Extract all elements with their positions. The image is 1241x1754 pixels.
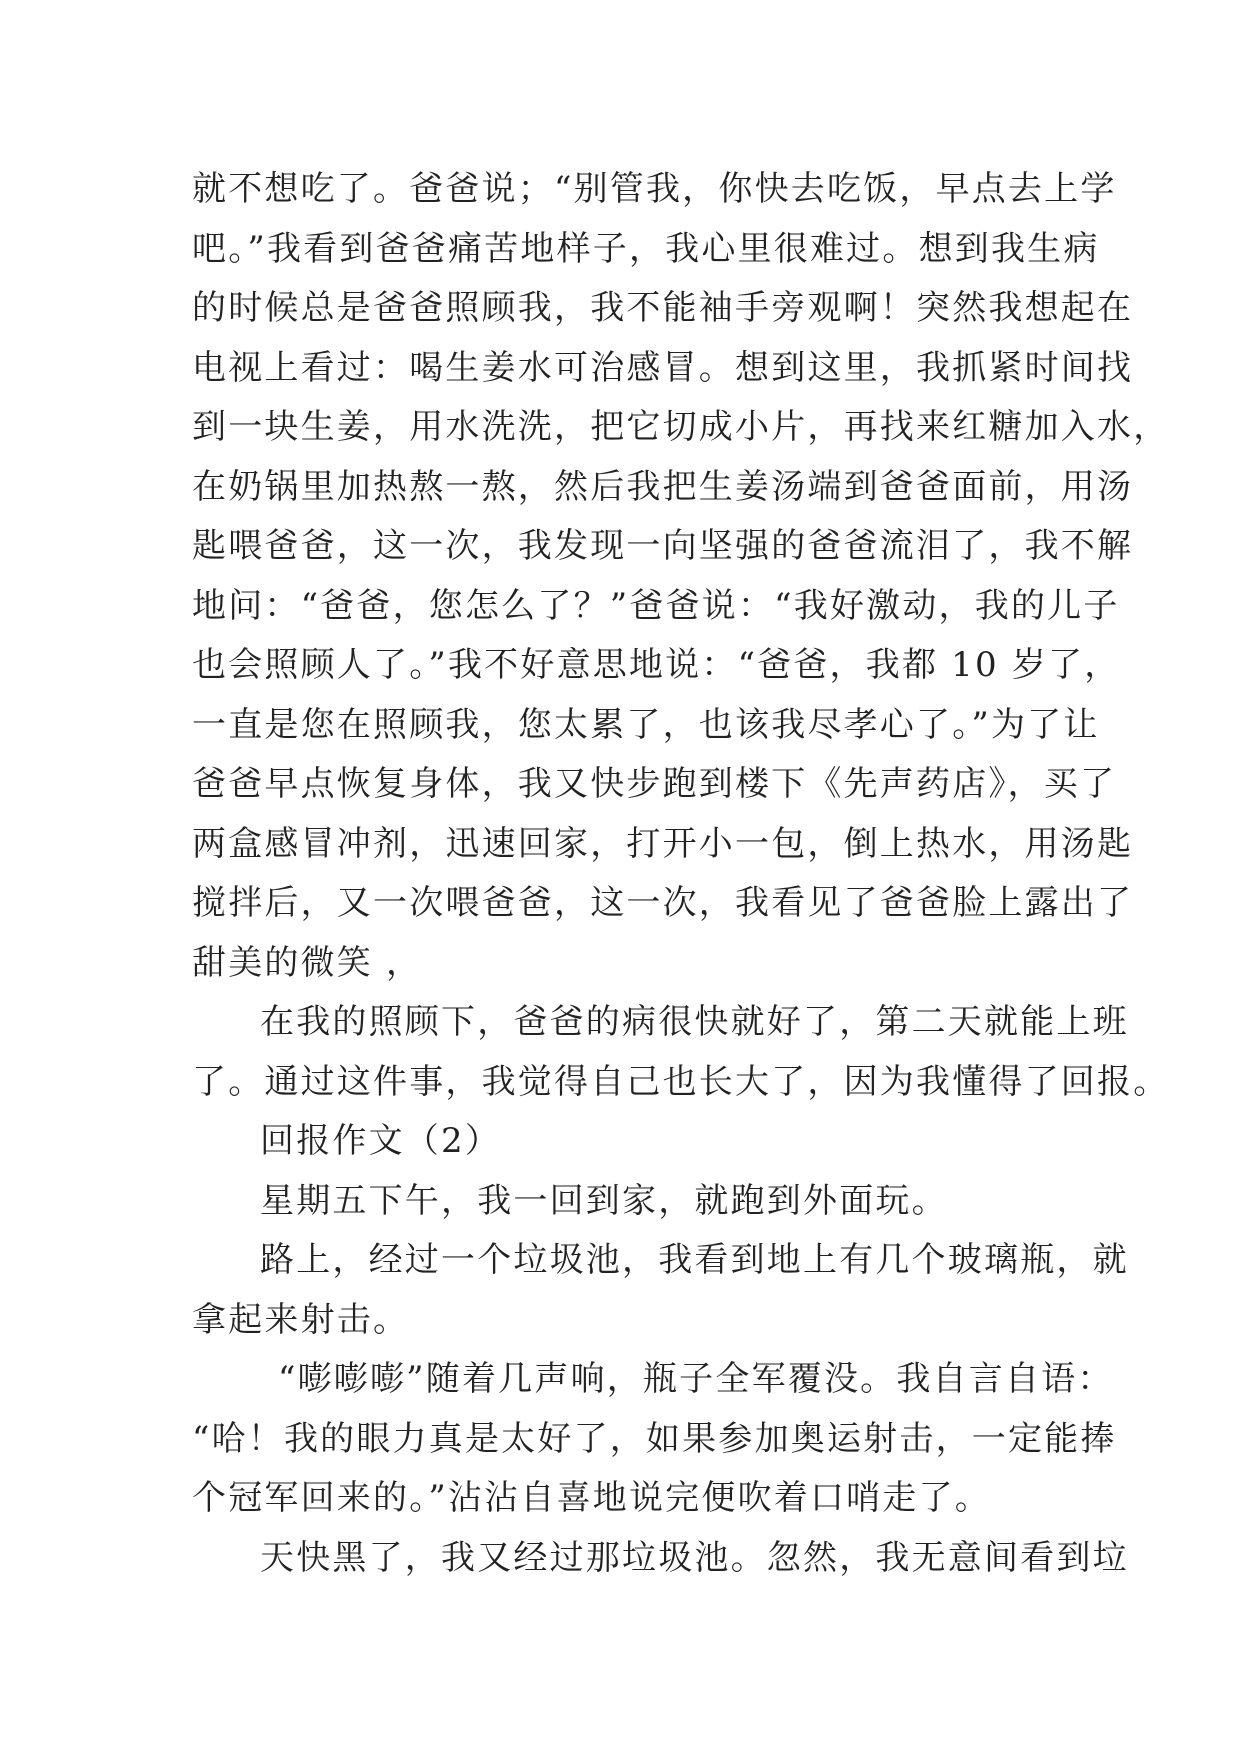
paragraph-start-line: 星期五下午，我一回到家，就跑到外面玩。 — [260, 1180, 948, 1221]
text-line: 也会照顾人了。”我不好意思地说：“爸爸，我都 10 岁了， — [192, 645, 1121, 685]
text-line: 个冠军回来的。”沾沾自喜地说完便吹着口哨走了。 — [192, 1478, 991, 1518]
paragraph-start-line: 在我的照顾下，爸爸的病很快就好了，第二天就能上班 — [260, 1002, 1129, 1042]
text-line: “哈！我的眼力真是太好了，如果参加奥运射击，一定能捧 — [192, 1418, 1117, 1459]
text-line: 的时候总是爸爸照顾我，我不能袖手旁观啊！突然我想起在 — [192, 288, 1134, 328]
text-line: 拿起来射击。 — [192, 1299, 410, 1340]
text-line: 一直是您在照顾我，您太累了，也该我尽孝心了。”为了让 — [192, 704, 1100, 745]
text-line: 爸爸早点恢复身体，我又快步跑到楼下《先声药店》，买了 — [192, 764, 1117, 804]
text-line: 电视上看过：喝生姜水可治感冒。想到这里，我抓紧时间找 — [192, 347, 1134, 388]
paragraph-start-line: 路上，经过一个垃圾池，我看到地上有几个玻璃瓶，就 — [260, 1240, 1129, 1280]
paragraph-start-line: “嘭嘭嘭”随着几声响，瓶子全军覆没。我自言自语： — [278, 1359, 1114, 1399]
text-line: 两盒感冒冲剂，迅速回家，打开小一包，倒上热水，用汤匙 — [192, 823, 1134, 864]
text-line: 在奶锅里加热熬一熬，然后我把生姜汤端到爸爸面前，用汤 — [192, 466, 1134, 507]
section-heading: 回报作文（2） — [260, 1121, 502, 1161]
text-line: 到一块生姜，用水洗洗，把它切成小片，再找来红糖加入水， — [192, 407, 1170, 447]
text-line: 匙喂爸爸，这一次，我发现一向坚强的爸爸流泪了，我不解 — [192, 526, 1134, 566]
essay-text — [192, 160, 1170, 1588]
text-line: 了。通过这件事，我觉得自己也长大了，因为我懂得了回报。 — [192, 1061, 1170, 1102]
text-line: 搅拌后，又一次喂爸爸，这一次，我看见了爸爸脸上露出了 — [192, 883, 1134, 923]
text-line: 吧。”我看到爸爸痛苦地样子，我心里很难过。想到我生病 — [192, 228, 1100, 269]
text-line: 就不想吃了。爸爸说；“别管我，你快去吃饭，早点去上学 — [192, 169, 1117, 209]
paragraph-start-line: 天快黑了，我又经过那垃圾池。忽然，我无意间看到垃 — [260, 1537, 1129, 1578]
text-line: 地问：“爸爸，您怎么了？”爸爸说：“我好激动，我的儿子 — [192, 585, 1120, 626]
text-line: 甜美的微笑 ， — [192, 942, 423, 983]
